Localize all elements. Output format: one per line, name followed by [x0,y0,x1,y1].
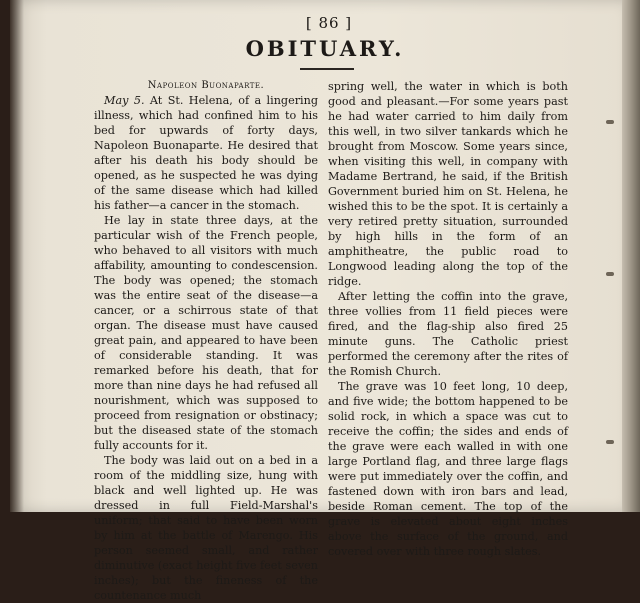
paragraph: spring well, the water in which is both good and pleasant.—For some years past he had water carried to him daily from this well, in two silver tankards which he brought from Moscow. Some years since, when visiting this well, in company with Madame Bertrand, he said, if the British Government buried him on St. Helena, he wished this to be the spot. It is certainly a very retired pretty situation, surrounded by high hills in the form of an amphitheatre, the public road to Longwood leading along the top of the ridge. [328,80,568,288]
right-column [328,79,568,559]
paragraph: He lay in state three days, at the particular wish of the French people, who behaved to all visitors with much affability, amounting to condescension. The body was opened; the stomach was the entire seat of the disease—a cancer, or a schirrous state of that organ. The disease must have caused great pain, and appeared to have been of considerable standing. It was remarked before his death, that for more than nine days he had refused all nourishment, which was supposed to proceed from resignation or obstinacy; but the diseased state of the stomach fully accounts for it. [94,214,318,452]
paragraph [94,93,318,213]
paragraph: The grave was 10 feet long, 10 deep, and five wide; the bottom happened to be solid rock, in which a space was cut to receive the coffin; the sides and ends of the grave were each walled in with one large Portland flag, and three large flags were put immediately over the coffin, and fastened down with iron bars and lead, beside Roman cement. The top of the grave is elevated about eight inches above the surface of the ground, and covered over with three rough slates. [328,380,568,558]
stitch-hole [606,272,614,276]
left-column [94,78,318,603]
stitch-hole [606,440,614,444]
paragraph: The body was laid out on a bed in a room of the middling size, hung with black and well lighted up. He was dressed in full Field-Marshal's uniform; that said to have been worn by him at the battle of Marengo. His person seemed small, and rather diminutive (exact height five feet seven inches); but the fineness of the countenance much [94,454,318,602]
page-title: OBITUARY. [245,36,405,61]
article-heading: Napoleon Buonaparte. [147,80,265,91]
newspaper-page [10,0,622,602]
binding-shadow [10,0,24,512]
paragraph-text: At St. Helena, of a lingering illness, which had confined him to his bed for upwards of forty days, Napoleon Buonaparte. He desired that after his death his body should be opened, as he suspected he was dying of the same disease which had killed his father—a cancer in the stomach. [94,94,318,212]
title-rule [300,68,354,70]
page-number: [ 86 ] [305,14,353,32]
paragraph: After letting the coffin into the grave, three vollies from 11 field pieces were fired, and the flag-ship also fired 25 minute guns. The Catholic priest performed the ceremony after the rites of the Romish Church. [328,290,568,378]
stitch-hole [606,120,614,124]
article-date: May 5. [104,94,145,107]
